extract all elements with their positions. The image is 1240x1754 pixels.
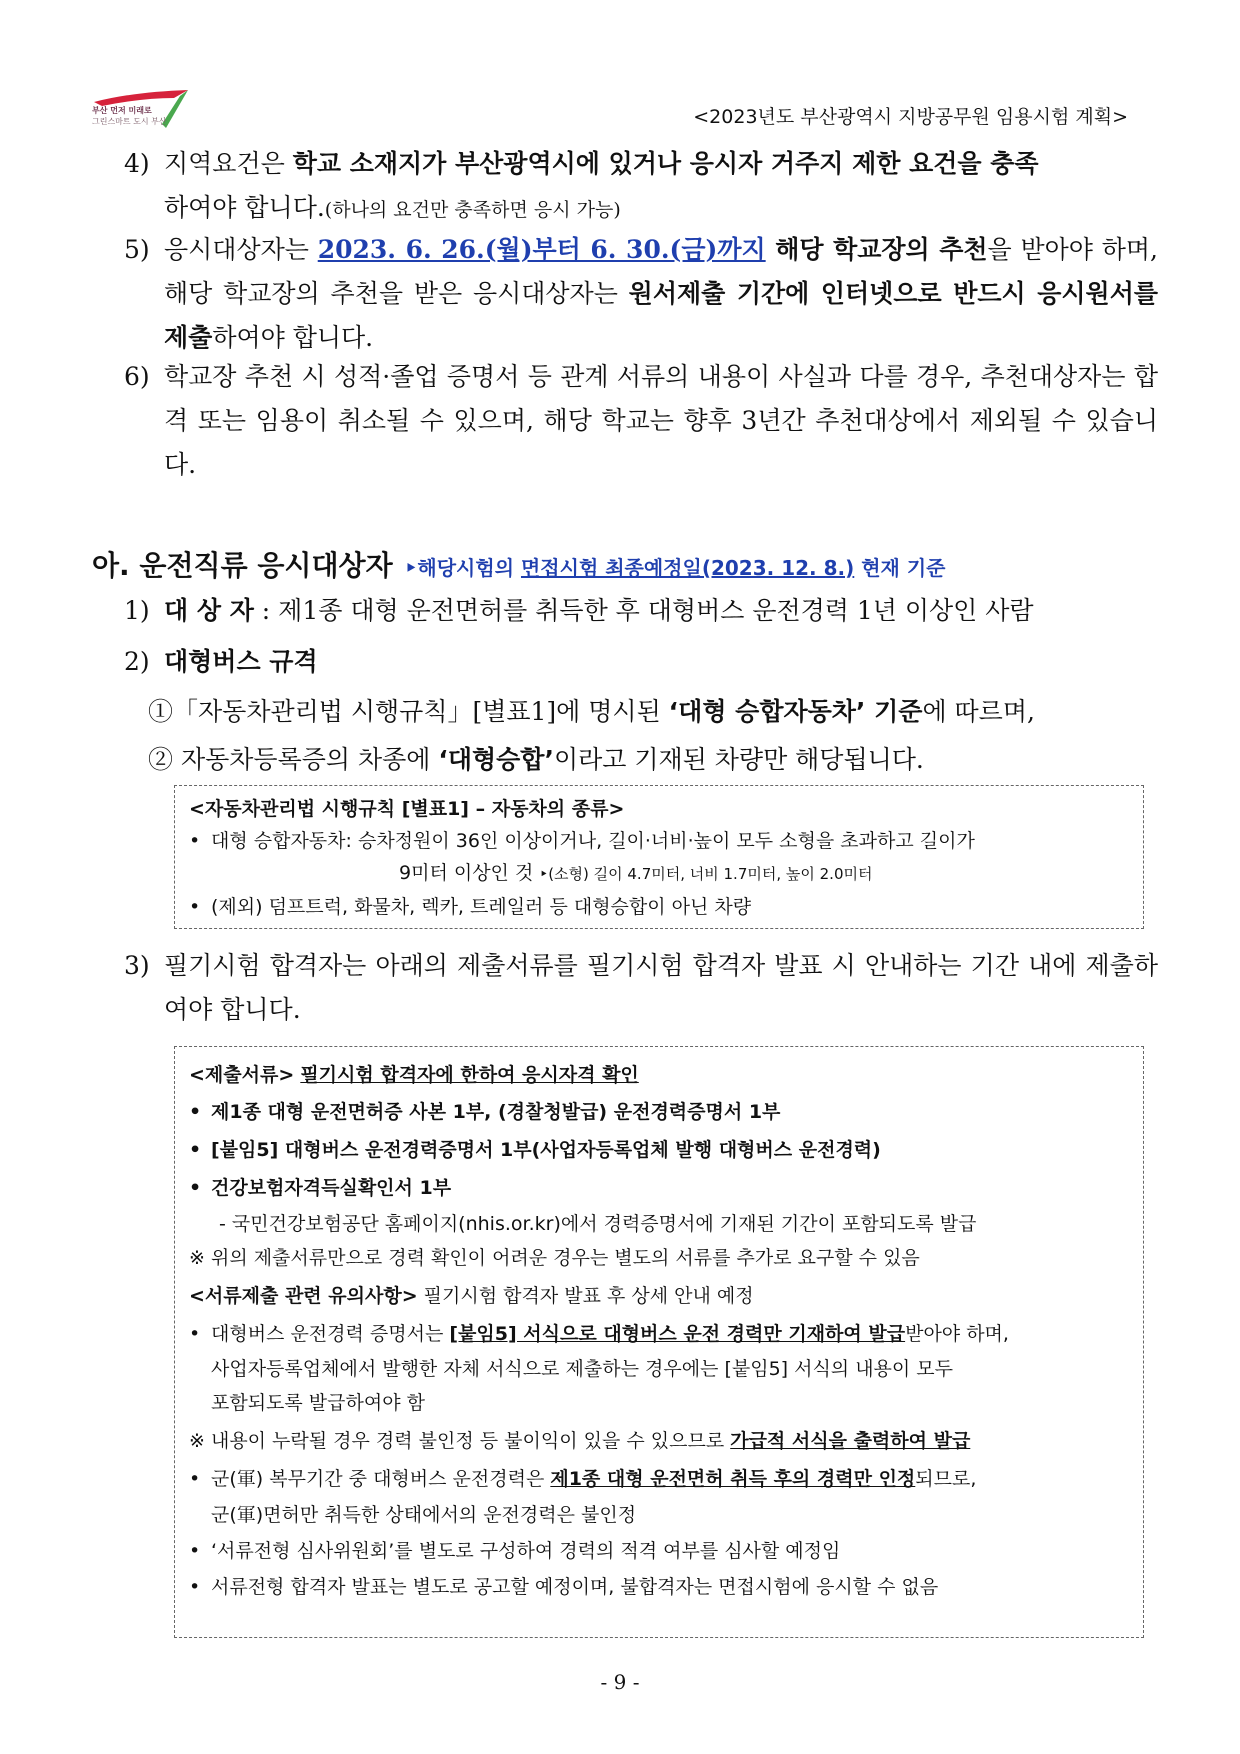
bus-standard-1: ①「자동차관리법 시행규칙」[별표1]에 명시된 ‘대형 승합자동차’ 기준에 따르며,: [148, 697, 1035, 726]
reference-note: ※ 내용이 누락될 경우 경력 불인정 등 불이익이 있을 수 있으므로 가급적 서식을 출력하여 발급: [189, 1430, 971, 1452]
item-number: 1): [124, 596, 150, 625]
document-header-title: <2023년도 부산광역시 지방공무원 임용시험 계획>: [693, 106, 1128, 128]
document-item: • 제1종 대형 운전면허증 사본 1부, (경찰청발급) 운전경력증명서 1부: [189, 1101, 781, 1123]
bus-standard-2: ② 자동차등록증의 차종에 ‘대형승합’이라고 기재된 차량만 해당됩니다.: [148, 745, 924, 774]
item-text: 하여야 합니다.: [212, 323, 374, 352]
item-emphasis: 원서제출 기간에 인터넷으로 반드시 응시원서를 제출: [164, 279, 1158, 352]
item-note: (하나의 요건만 충족하면 응시 가능): [324, 199, 621, 221]
section-heading: [92, 544, 1152, 584]
caution-item: • 대형버스 운전경력 증명서는 [붙임5] 서식으로 대형버스 운전 경력만 기재하여 발급받아야 하며,: [189, 1323, 1009, 1345]
caution-continuation: 군(軍)면허만 취득한 상태에서의 운전경력은 불인정: [211, 1504, 637, 1526]
item-emphasis: 학교 소재지가 부산광역시에 있거나 응시자 거주지 제한 요건을 충족: [292, 149, 1039, 178]
busan-logo: [92, 88, 196, 130]
item-number: 2): [124, 647, 150, 676]
box-list-continuation: 9미터 이상인 것 ‣(소형) 길이 4.7미터, 너비 1.7미터, 높이 2.0미터: [399, 862, 873, 884]
caution-continuation: 포함되도록 발급하여야 함: [211, 1392, 425, 1414]
item-number: 3): [124, 951, 150, 980]
page-number: - 9 -: [600, 1670, 640, 1694]
circled-one: ①: [148, 697, 174, 726]
sub-item-1: [124, 589, 1158, 633]
caution-item: • ‘서류전형 심사위원회’를 별도로 구성하여 경력의 적격 여부를 심사할 예정임: [189, 1540, 841, 1562]
caution-item: • 서류전형 합격자 발표는 별도로 공고할 예정이며, 불합격자는 면접시험에 응시할 수 없음: [189, 1576, 939, 1598]
document-item: • 건강보험자격득실확인서 1부: [189, 1177, 452, 1199]
item-emphasis: ‘대형 승합자동차’ 기준: [668, 697, 923, 726]
logo-slogan: 부산 먼저 미래로: [92, 106, 152, 115]
document-item: • [붙임5] 대형버스 운전경력증명서 1부(사업자등록업체 발행 대형버스 운전경력): [189, 1139, 881, 1161]
item-5: [124, 228, 1158, 360]
item-text: 응시대상자는: [164, 235, 318, 264]
document-sub-note: - 국민건강보험공단 홈페이지(nhis.or.kr)에서 경력증명서에 기재된 기간이 포함되도록 발급: [219, 1213, 977, 1235]
box-list-item: • 대형 승합자동차: 승차정원이 36인 이상이거나, 길이·너비·높이 모두 소형을 초과하고 길이가: [189, 830, 975, 852]
item-number: 4): [124, 149, 150, 178]
item-text: 학교장 추천 시 성적·졸업 증명서 등 관계 서류의 내용이 사실과 다를 경우, 추천대상자는 합격 또는 임용이 취소될 수 있으며, 해당 학교는 향후 3년간 추천대상에서 제외될 수 있습니다.: [164, 362, 1158, 479]
section-note: ‣해당시험의 면접시험 최종예정일(2023. 12. 8.) 현재 기준: [404, 556, 946, 580]
sub-item-2: [124, 640, 1158, 684]
required-documents-box: [174, 1046, 1144, 1638]
caution-item: • 군(軍) 복무기간 중 대형버스 운전경력은 제1종 대형 운전면허 취득 후의 경력만 인정되므로,: [189, 1468, 977, 1490]
caution-title: <서류제출 관련 유의사항> 필기시험 합격자 발표 후 상세 안내 예정: [189, 1285, 754, 1307]
item-label: 대 상 자: [164, 596, 254, 625]
item-text: 필기시험 합격자는 아래의 제출서류를 필기시험 합격자 발표 시 안내하는 기간 내에 제출하여야 합니다.: [164, 951, 1158, 1024]
caution-continuation: 사업자등록업체에서 발행한 자체 서식으로 제출하는 경우에는 [붙임5] 서식의 내용이 모두: [211, 1358, 954, 1380]
sub-item-3: [124, 944, 1158, 1032]
item-emphasis: ‘대형승합’: [438, 745, 554, 774]
item-text: 을 받아야 하며, 해당 학교장의 추천을 받은 응시대상자는: [164, 235, 1159, 308]
item-text: 하여야 합니다.: [164, 193, 325, 222]
item-number: 5): [124, 235, 150, 264]
logo-subtitle: 그린스마트 도시 부산: [92, 117, 167, 126]
circled-two: ②: [148, 745, 174, 774]
recommendation-period: 2023. 6. 26.(월)부터 6. 30.(금)까지: [317, 235, 766, 264]
item-4: [124, 142, 1158, 232]
section-title: 아. 운전직류 응시대상자: [92, 549, 393, 582]
box-list-item: • (제외) 덤프트럭, 화물차, 렉카, 트레일러 등 대형승합이 아닌 차량: [189, 896, 752, 918]
item-label: 대형버스 규격: [164, 647, 318, 676]
item-text: 지역요건은: [164, 149, 293, 178]
vehicle-classification-box: [174, 785, 1144, 929]
box-note: ‣(소형) 길이 4.7미터, 너비 1.7미터, 높이 2.0미터: [539, 865, 873, 883]
item-number: 6): [124, 362, 150, 391]
item-6: [124, 355, 1158, 487]
reference-note: ※ 위의 제출서류만으로 경력 확인이 어려운 경우는 별도의 서류를 추가로 요구할 수 있음: [189, 1247, 920, 1269]
box-title: <자동차관리법 시행규칙 [별표1] – 자동차의 종류>: [189, 798, 625, 820]
box-title: <제출서류> 필기시험 합격자에 한하여 응시자격 확인: [189, 1064, 639, 1086]
item-emphasis: 해당 학교장의 추천: [765, 235, 988, 264]
item-text: : 제1종 대형 운전면허를 취득한 후 대형버스 운전경력 1년 이상인 사람: [253, 596, 1034, 625]
